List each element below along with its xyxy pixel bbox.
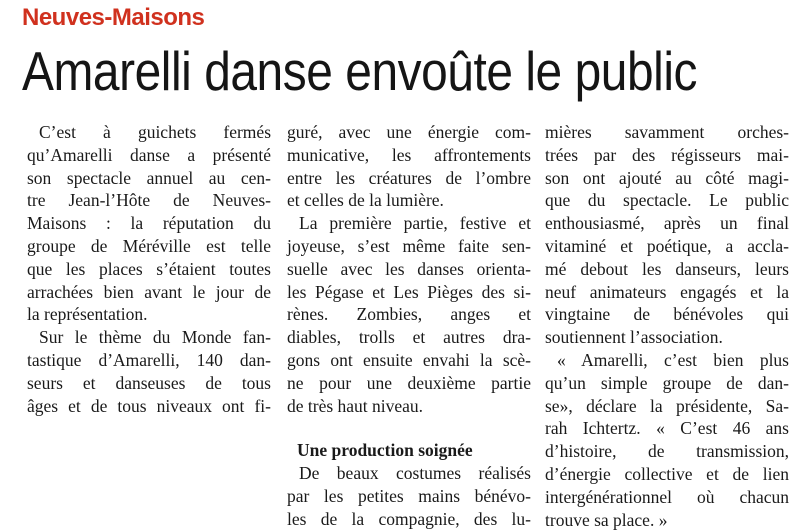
column-2-text — [287, 121, 531, 417]
text-line: rènes. Zombies, anges et — [287, 304, 531, 325]
text-line: trouve sa place. » — [545, 509, 668, 530]
text-line: d’énergie collective et de lien — [545, 463, 789, 484]
article-subhead: Une production soignée — [297, 440, 473, 461]
text-line: que du spectacle. Le public — [545, 190, 789, 211]
article-kicker: Neuves-Maisons — [22, 4, 205, 31]
text-line: Sur le thème du Monde fan- — [39, 327, 271, 348]
text-line: guré, avec une énergie com- — [287, 122, 531, 142]
text-line: neuf animateurs engagés et la — [545, 281, 789, 302]
text-line: son ont ajouté au côté magi- — [545, 167, 789, 188]
column-2-text-continued — [287, 462, 531, 530]
text-line: enthousiasmé, après un final — [545, 213, 789, 234]
text-line: son spectacle annuel au cen- — [27, 167, 271, 188]
text-line: d’histoire, de transmission, — [545, 441, 789, 462]
text-line: qu’Amarelli danse a présenté — [27, 144, 271, 165]
text-line: et celles de la lumière. — [287, 190, 444, 211]
text-line: trées par des régisseurs mai- — [545, 144, 789, 165]
text-line: C’est à guichets fermés — [39, 122, 271, 142]
text-line: les Pégase et Les Pièges des si- — [287, 281, 531, 302]
text-line: De beaux costumes réalisés — [299, 463, 531, 484]
text-line: de très haut niveau. — [287, 395, 424, 416]
article-column-1 — [27, 121, 271, 417]
text-line: suelle avec les danses orienta- — [287, 258, 531, 279]
text-line: tre Jean-l’Hôte de Neuves- — [27, 190, 271, 211]
text-line: âges et de tous niveaux ont fi- — [27, 395, 271, 416]
text-line: arrachées bien avant le jour de — [27, 281, 271, 302]
text-line: La première partie, festive et — [299, 213, 531, 234]
text-line: seurs et danseuses de tous — [27, 372, 271, 393]
text-line: ne pour une deuxième partie — [287, 372, 531, 393]
text-line: vingtaine de bénévoles qui — [545, 304, 789, 325]
text-line: se», déclare la présidente, Sa- — [545, 395, 789, 416]
article-column-2 — [287, 121, 531, 531]
text-line: joyeuse, s’est même faite sen- — [287, 235, 531, 256]
text-line: gons ont ensuite envahi la scè- — [287, 349, 531, 370]
text-line: groupe de Méréville est telle — [27, 235, 271, 256]
article-column-3 — [545, 121, 789, 531]
text-line: par les petites mains bénévo- — [287, 485, 531, 506]
text-line: entre les créatures de l’ombre — [287, 167, 531, 188]
text-line: soutiennent l’association. — [545, 327, 723, 348]
text-line: diables, trolls et autres dra- — [287, 327, 531, 348]
text-line: mières savamment orches- — [545, 122, 789, 142]
text-line: « Amarelli, c’est bien plus — [557, 349, 789, 370]
text-line: les de la compagnie, des lu- — [287, 508, 531, 529]
article-headline: Amarelli danse envoûte le public — [22, 40, 698, 102]
text-line: intergénérationnel où chacun — [545, 486, 789, 507]
text-line: vitaminé et poétique, a accla- — [545, 235, 789, 256]
text-line: Maisons : la réputation du — [27, 213, 271, 234]
text-line: mé debout les danseurs, leurs — [545, 258, 789, 279]
text-line: la représentation. — [27, 304, 148, 325]
text-line: municative, les affrontements — [287, 144, 531, 165]
text-line: qu’un simple groupe de dan- — [545, 372, 789, 393]
text-line: que les places s’étaient toutes — [27, 258, 271, 279]
text-line: tastique d’Amarelli, 140 dan- — [27, 349, 271, 370]
text-line: rah Ichtertz. « C’est 46 ans — [545, 418, 789, 439]
